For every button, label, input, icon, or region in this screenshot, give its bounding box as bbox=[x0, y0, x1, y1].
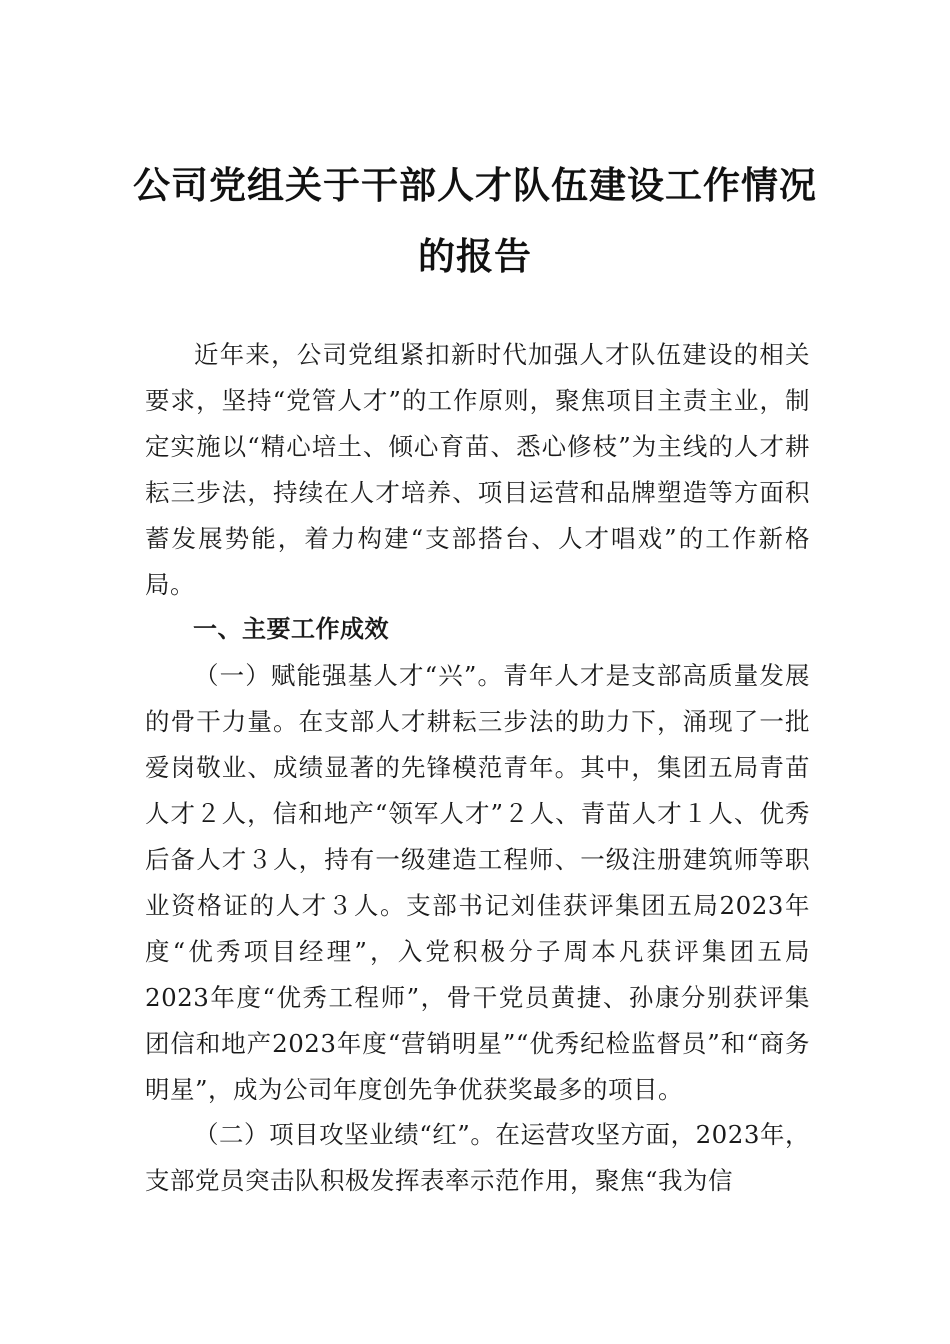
document-title-line-2: 的报告 bbox=[418, 234, 532, 278]
section-heading: 一、主要工作成效 bbox=[193, 615, 389, 644]
paragraph-1: （一）赋能强基人才“兴”。青年人才是支部高质量发展的骨干力量。在支部人才耕耘三步法的助力下，涌现了一批爱岗敬业、成绩显著的先锋模范青年。其中，集团五局青苗人才２人，信和地产“领军人才”２人、青苗人才１人、优秀后备人才３人，持有一级建造工程师、一级注册建筑师等职业资格证的人才３人。支部书记刘佳获评集团五局2023年度“优秀项目经理”，入党积极分子周本凡获评集团五局2023年度“优秀工程师”，骨干党员黄捷、孙康分别获评集团信和地产2023年度“营销明星”“优秀纪检监督员”和“商务明星”，成为公司年度创先争优获奖最多的项目。 bbox=[145, 661, 810, 1104]
document-body bbox=[145, 332, 810, 1204]
intro-paragraph: 近年来，公司党组紧扣新时代加强人才队伍建设的相关要求，坚持“党管人才”的工作原则，聚焦项目主责主业，制定实施以“精心培土、倾心育苗、悉心修枝”为主线的人才耕耘三步法，持续在人才培养、项目运营和品牌塑造等方面积蓄发展势能，着力构建“支部搭台、人才唱戏”的工作新格局。 bbox=[145, 340, 810, 599]
paragraph-2: （二）项目攻坚业绩“红”。在运营攻坚方面，2023年，支部党员突击队积极发挥表率示范作用，聚焦“我为信 bbox=[145, 1120, 810, 1196]
document-title-line-1: 公司党组关于干部人才队伍建设工作情况 bbox=[133, 163, 817, 207]
